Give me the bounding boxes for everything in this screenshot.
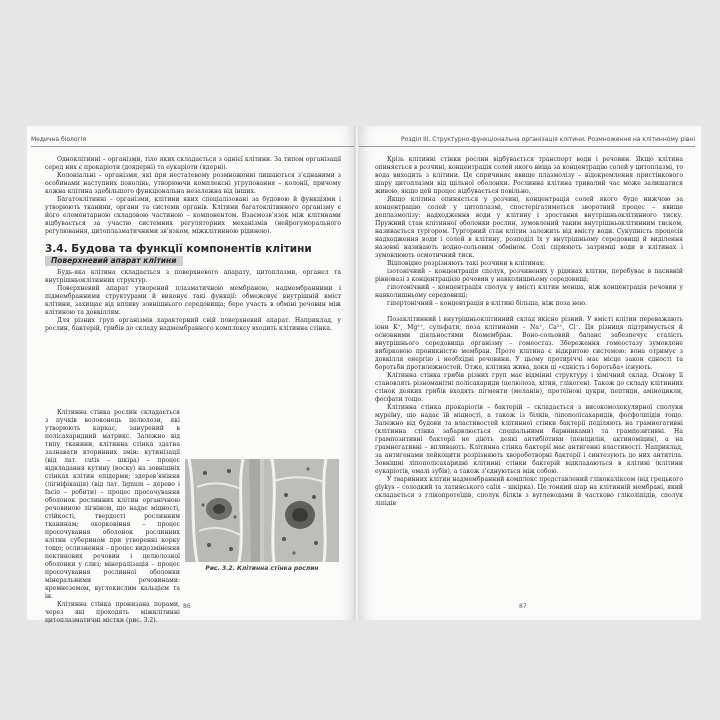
paragraph-pores: Клітинна стінка пронизана порами, через які проходять міжклітинні цитоплазматичні містки (рис. 3.2). [45, 601, 180, 624]
micrograph-left-image [185, 459, 260, 562]
paragraph-fungi-wall: Клітинна стінка грибів різних груп має відмінні структуру і хімічний склад. Основу її становлять різноманітні полісахариди (целюлоза, хітин, глікоген). Також до складу клітинних стінок деяких грибів входять пігменти (меланін), протеїнові цукри, пептиди, аміноцикли, фосфати тощо. [375, 372, 683, 403]
paragraph-unicellular: Одноклітинні – організми, тіло яких складається з однієї клітини. За типом організації серед них є прокаріоти (доядерні) та еукаріоти (ядерні). [45, 156, 341, 171]
wall-text-column [45, 409, 180, 625]
subsection-title: Поверхневий апарат клітини [45, 256, 183, 266]
divider-space [375, 308, 683, 316]
paragraph-deplasmolysis: Якщо клітина опиняється у розчині, концентрація солей якого буде нижчою за концентрацію солей у цитоплазмі, спостерігатиметься зворотний процес – явище деплазмолізу: надходження води у клітину і зростання внутрішньоклітинного тиску. Пружний стан клітинної оболонки рослин, зумовлений таким внутрішньоклітинним тиском, називається тургором. Тургорний стан клітин залежить від вмісту води. Сукупність процесів надходження води і солей в клітину, розподіл їх у внутрішньому середовищі й виділення назовні називають водно-сольовим обміном. Солі сприяють затримці води в клітинах і зумовлюють осмотичний тиск. [375, 196, 683, 259]
paragraph-transport: Крізь клітинні стінки рослин відбувається транспорт води і речовин. Якщо клітина опиняється в розчині, концентрація солей якого вища за концентрацію солей у цитоплазмі, то вода виходить з клітини. Це спричиняє явище плазмолізу – відокремлення пристінкового шару цитоплазми від щільної оболонки. Рослинна клітина тривалий час може залишатися живою, якщо цей процес відбувається повільно. [375, 156, 683, 195]
paragraph-colonial: Колоніальні – організми, які при нестатевому розмноженні лишаються з’єднаними з особинами наступних поколінь, утворюючи комплексні угруповання – колонії, причому кожна клітина здебільшого функціональна незалежна від інших. [45, 172, 341, 195]
list-item-hypertonic: гіпертонічний – концентрація в клітині більша, ніж поза нею. [387, 300, 588, 307]
paragraph-intro: Будь-яка клітина складається з поверхневого апарату, цитоплазми, органел та внутрішньоклітинних структур. [45, 269, 341, 284]
paragraph-bacteria-wall: Клітинна стінка прокаріотів – бактерій – складається з високомолекулярної сполуки муреїну, що надає їй міцності, а також із білків, ліпополісахаридів, фосфоліпідів тощо. Залежно від будови та властивостей клітинної стінки бактерії поділяють на грамнегативні (клітинна стінка забарвлюється спеціальними барвниками) та грампозитивні. На грампозитивні бактерії не діють деякі антибіотики (пеніцилін, актиноміцин), а на грамнегативні – впливають. Клітинна стінка бактерії має антигенні властивості. Наприклад, за антигенами лейкоцити розрізняють хвороботворні бактерії і синтезують до них антитіла. Зовнішні ліпополісахаридні клітинні стінки бактерій відкладаються в клітині (клітини еукаріотів, емалі зубів), а також з’єднуються між собою. [375, 404, 683, 475]
micrograph-right-image [264, 459, 339, 562]
right-text-column [375, 156, 683, 508]
figure-caption: Рис. 3.2. Клітинна стінка рослин [205, 565, 319, 572]
paragraph-composition: Позаклітинний і внутрішньоклітинний склад якісно різний. У вмісті клітин переважають іони K⁺, Mg²⁺, сульфати; поза клітинами – Na⁺, Ca²⁺, Cl⁻. Ця різниця підтримується й основними діяльностями біомембран. Воно-сольовий баланс забезпечує сталість внутрішнього середовища організму – гомеостаз. Збереження гомеостазу зумовлене вибірковою проникністю мембран. Проте клітина є відкритою системою: вона отримує з довкілля енергію і необхідні речовини. У цьому протиріччі має місце закон єдності та боротьби протилежностей. Отже, клітина жива, доки ці «єдність і боротьба» існують. [375, 316, 683, 371]
paragraph-cell-wall: Клітинна стінка рослин складається з пучків волоконець целюлози, які утворюють каркас, занурений в полісахаридний матрикс. Залежно від типу тканини, клітинна стінка здатна зазнавати вторинних змін: кутинізації (від лат. cutis – шкіра) – процес відкладання кутину (воску) на зовнішніх стінках клітин епідерми; здерев’яніння (лігніфікація) (від лат. lignum – дерево і facio – робити) – процес просочування оболонок рослинних клітин органічною речовиною лігніном, що надає міцності, стійкості, твердості рослинним тканинам; окорковіння – процес просочування оболонок рослинних клітин суберином при утворенні корку тощо; ослизнення – процес видозмінення пектинових речовин і целюлозної оболонки у слиз; мінералізація – процес просочування рослинної оболонки мінеральними речовинами: кремнеземом, вуглекислим кальцієм та ін. [45, 409, 180, 600]
left-text-column [45, 156, 341, 333]
left-page [27, 126, 355, 624]
section-title: 3.4. Будова та функції компонентів клітини [45, 243, 312, 255]
paragraph-animal-cells: У тваринних клітин надмембранний комплекс представлений глікокаліксом (від грецького glykys – солодкий та латинського calix – шкірка). Це тонкий шар на клітинній мембрані, який складається з глікопротеїдів, сполук білків з вуглеводами й частково гліколіпідів, сполук ліпідів [375, 476, 683, 507]
running-head-right: Розділ III. Структурно-функціональна організація клітини. Розмноження на клітинному рівні [359, 134, 695, 147]
page-number-left: 86 [183, 603, 191, 610]
cell-wall-micrograph [185, 459, 339, 562]
paragraph-various-organisms: Для різних груп організмів характерний свій поверхневий апарат. Наприклад, у рослин, бактерій, грибів до складу надмембранного комплексу входить клітинна стінка. [45, 317, 341, 332]
paragraph-surface-apparatus: Поверхневий апарат утворений плазматичною мембраною, надмембранними і підмембранними структурами й виконує такі функції: обмежовує внутрішній вміст клітини, захищає від впливу зовнішнього середовища; бере участь в обміні речовин між клітиною та довкіллям. [45, 285, 341, 316]
running-head-left: Медична біологія [31, 134, 355, 147]
paragraph-solutions: Відповідно розрізняють такі розчини в клітинах: [387, 260, 545, 267]
page-number-right: 87 [519, 603, 527, 610]
list-item-hypotonic: гіпотонічний – концентрація сполук у вмісті клітин менша, ніж концентрація речовин у навколишньому середовищі; [375, 284, 683, 299]
right-page [359, 126, 701, 620]
paragraph-multicellular: Багатоклітинні – організми, клітини яких спеціалізовані за будовою й функціями і утворюють тканини, органи та системи органів. Клітини багатоклітинного організму є його елементарною складовою частиною – компонентом. Взаємозв’язок між клітинами відбувається за участю системних регуляторних механізмів (нейрогуморального регулювання, цитоплазматичними зв’язком, міжклітинною рідиною). [45, 196, 341, 235]
list-item-isotonic: ізотонічний – концентрація сполук, розчинених у рідинах клітин, перебуває в пасивній рівновазі з концентрацією речовин у навколишньому середовищі; [375, 268, 683, 283]
